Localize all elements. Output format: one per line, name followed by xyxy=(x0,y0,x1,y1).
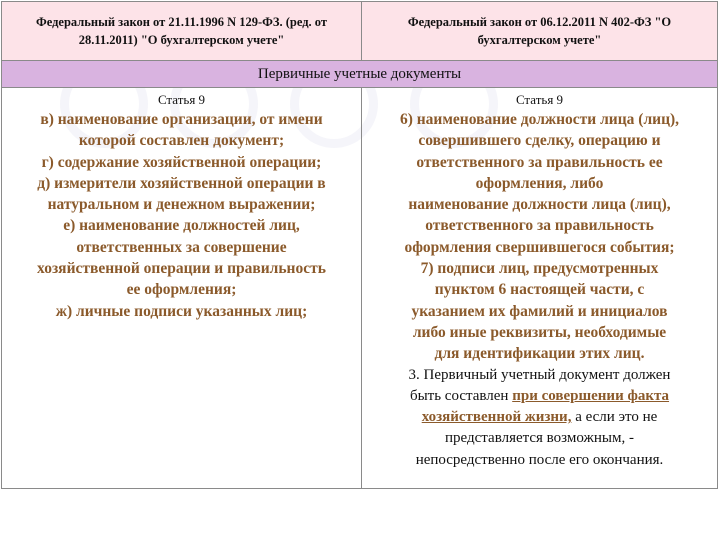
text-fragment: быть составлен xyxy=(409,387,513,404)
old-law-title: Федеральный закон от 21.11.1996 N 129-ФЗ. (ред. от 28.11.2011) "О бухгалтерском учете" xyxy=(35,15,328,47)
new-law-text xyxy=(362,108,717,365)
text-line: наименование должности лица (лиц), xyxy=(408,196,671,214)
text-line: 6) наименование должности лица (лиц), xyxy=(399,111,680,128)
text-line: оформления, либо xyxy=(475,174,604,192)
column-header-old-law xyxy=(2,2,362,61)
emphasis-fragment: хозяйственной жизни, xyxy=(421,409,572,426)
text-line: г) содержание хозяйственной операции; xyxy=(41,153,322,171)
text-line: оформления свершившегося события; xyxy=(404,238,675,256)
text-line xyxy=(368,386,711,407)
old-law-text xyxy=(2,108,361,322)
section-title: Первичные учетные документы xyxy=(2,61,718,88)
text-line: для идентификации этих лиц. xyxy=(434,345,645,363)
column-header-new-law xyxy=(362,2,718,61)
text-line: ответственных за совершение xyxy=(76,238,287,256)
text-line: либо иные реквизиты, необходимые xyxy=(412,323,667,341)
text-line: представляется возможным, - xyxy=(445,430,634,447)
text-line: в) наименование организации, от имени xyxy=(40,111,323,128)
new-law-title: Федеральный закон от 06.12.2011 N 402-ФЗ "О бухгалтерском учете" xyxy=(407,15,672,47)
text-line: хозяйственной операции и правильность xyxy=(37,260,326,278)
text-fragment: а если это не xyxy=(571,409,658,426)
new-law-cell xyxy=(362,88,718,489)
emphasis-fragment: при совершении факта xyxy=(512,387,670,404)
text-line: д) измерители хозяйственной операции в xyxy=(37,174,326,192)
text-line: 3. Первичный учетный документ должен xyxy=(408,366,671,383)
text-line: ж) личные подписи указанных лиц; xyxy=(55,302,308,320)
text-line: ее оформления; xyxy=(126,281,237,299)
text-line: 7) подписи лиц, предусмотренных xyxy=(420,260,659,278)
comparison-table xyxy=(1,1,718,489)
text-line xyxy=(368,407,711,428)
paragraph-3 xyxy=(362,365,717,471)
old-law-cell xyxy=(2,88,362,489)
new-law-article: Статья 9 xyxy=(515,92,564,107)
text-line: ответственного за правильность ее xyxy=(416,153,663,171)
text-line: натуральном и денежном выражении; xyxy=(47,196,316,214)
text-line: указанием их фамилий и инициалов xyxy=(411,302,668,320)
text-line: пунктом 6 настоящей части, с xyxy=(434,281,645,299)
text-line: которой составлен документ; xyxy=(78,132,285,150)
text-line: непосредственно после его окончания. xyxy=(415,451,664,468)
text-line: е) наименование должностей лиц, xyxy=(63,217,300,235)
old-law-article: Статья 9 xyxy=(157,92,206,107)
text-line: совершившего сделку, операцию и xyxy=(418,132,661,150)
text-line: ответственного за правильность xyxy=(425,217,654,235)
